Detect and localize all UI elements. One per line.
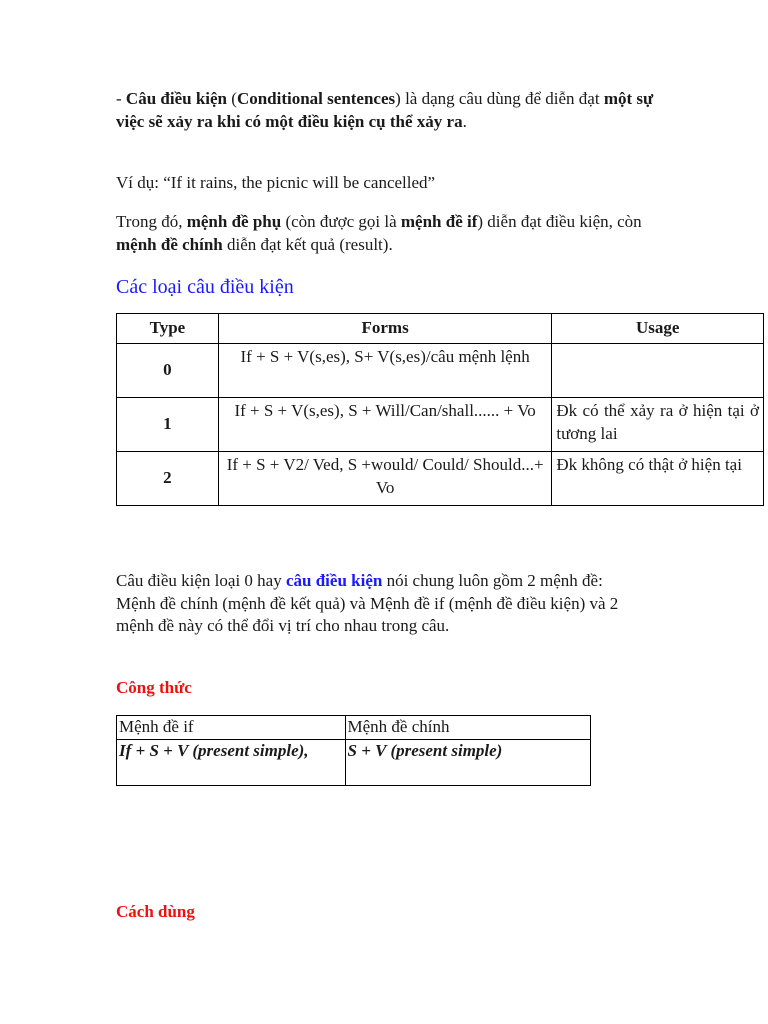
forms-cell: If + S + V(s,es), S + Will/Can/shall...... + Vo xyxy=(218,398,552,452)
explanation-part1: Trong đó, xyxy=(116,212,187,231)
formula-table xyxy=(116,715,591,786)
intro-emphasis: một sự việc sẽ xảy ra khi có một điều kiện cụ thể xảy ra xyxy=(116,89,654,131)
intro-text: ) là dạng câu dùng để diễn đạt xyxy=(395,89,604,108)
sub-clause-term: mệnh đề phụ xyxy=(186,212,282,231)
types-heading: Các loại câu điều kiện xyxy=(116,276,294,298)
type-cell: 1 xyxy=(117,398,219,452)
example-paragraph: Ví dụ: “If it rains, the picnic will be cancelled” xyxy=(116,173,436,192)
type-cell: 2 xyxy=(117,452,219,506)
table-row xyxy=(117,398,764,452)
conditional-link[interactable]: câu điều kiện xyxy=(285,571,383,590)
intro-dash: - xyxy=(116,89,126,108)
header-forms: Forms xyxy=(218,314,552,344)
explanation-part2: (còn được gọi là xyxy=(281,212,401,231)
type0-part1: Câu điều kiện loại 0 hay xyxy=(116,571,286,590)
header-main-clause: Mệnh đề chính xyxy=(345,716,590,740)
usage-heading: Cách dùng xyxy=(116,902,195,921)
header-usage: Usage xyxy=(552,314,764,344)
formula-heading: Công thức xyxy=(116,678,192,697)
forms-cell: If + S + V2/ Ved, S +would/ Could/ Should...+ Vo xyxy=(218,452,552,506)
types-header-row xyxy=(117,314,764,344)
explanation-part4: diễn đạt kết quả (result). xyxy=(222,234,393,254)
explanation-part3: ) diễn đạt điều kiện, còn xyxy=(477,212,642,231)
usage-cell xyxy=(552,344,764,398)
intro-paragraph xyxy=(116,88,656,133)
table-row xyxy=(117,740,591,786)
if-clause-formula: If + S + V (present simple), xyxy=(117,740,346,786)
header-if-clause: Mệnh đề if xyxy=(117,716,346,740)
usage-cell: Đk có thể xảy ra ở hiện tại ở tương lai xyxy=(552,398,764,452)
intro-term-vi: Câu điều kiện xyxy=(125,89,228,108)
formula-header-row xyxy=(117,716,591,740)
header-type: Type xyxy=(117,314,219,344)
intro-term-en: Conditional sentences xyxy=(236,89,396,108)
type0-part2: nói chung luôn gồm 2 mệnh đề: Mệnh đề chính (mệnh đề kết quả) và Mệnh đề if (mệnh đề điều kiện) và 2 mệnh đề này có thể đổi vị trí cho nhau trong câu. xyxy=(116,571,619,635)
intro-end: . xyxy=(462,111,467,131)
forms-cell: If + S + V(s,es), S+ V(s,es)/câu mệnh lệnh xyxy=(218,344,552,398)
main-clause-term: mệnh đề chính xyxy=(116,234,223,254)
type-cell: 0 xyxy=(117,344,219,398)
usage-cell: Đk không có thật ở hiện tại xyxy=(552,452,764,506)
table-row xyxy=(117,344,764,398)
explanation-paragraph xyxy=(116,211,646,256)
conditional-types-table xyxy=(116,313,764,506)
intro-paren-open: ( xyxy=(227,89,237,108)
table-row xyxy=(117,452,764,506)
main-clause-formula: S + V (present simple) xyxy=(345,740,590,786)
type0-paragraph xyxy=(116,570,646,638)
if-clause-term: mệnh đề if xyxy=(400,212,478,231)
